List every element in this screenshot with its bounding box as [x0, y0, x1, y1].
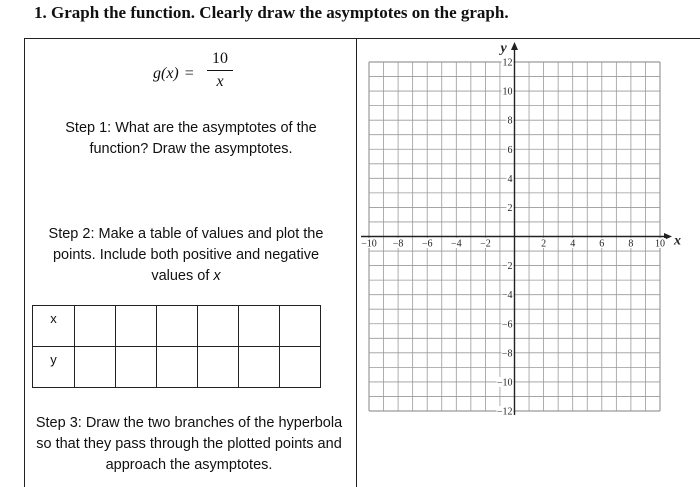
- table-cell[interactable]: [157, 347, 198, 388]
- table-cell[interactable]: [116, 347, 157, 388]
- formula-fraction: [207, 50, 233, 91]
- table-row-x: [33, 306, 321, 347]
- x-tick-label: 6: [599, 238, 605, 250]
- x-tick-label: −10: [361, 238, 377, 250]
- table-cell[interactable]: [75, 306, 116, 347]
- problem-header: [24, 0, 700, 39]
- y-tick-label: −10: [496, 377, 513, 389]
- instructions-column: [24, 38, 357, 487]
- x-tick-label: 8: [628, 238, 634, 250]
- table-cell[interactable]: [239, 306, 280, 347]
- y-tick-label: 2: [507, 202, 513, 214]
- y-tick-label: −12: [496, 406, 513, 418]
- x-tick-label: −8: [392, 238, 404, 250]
- formula-numerator: 10: [207, 50, 233, 71]
- table-cell[interactable]: [198, 306, 239, 347]
- values-table: [32, 305, 321, 388]
- x-tick-label: 4: [570, 238, 576, 250]
- table-cell[interactable]: [280, 306, 321, 347]
- x-tick-label: −6: [421, 238, 433, 250]
- table-row-label-y: y: [33, 347, 75, 388]
- table-cell[interactable]: [157, 306, 198, 347]
- problem-title: 1. Graph the function. Clearly draw the asymptotes on the graph.: [34, 3, 509, 22]
- table-cell[interactable]: [280, 347, 321, 388]
- table-cell[interactable]: [239, 347, 280, 388]
- graph-column: [356, 38, 700, 487]
- y-tick-label: 4: [507, 173, 513, 185]
- coordinate-grid[interactable]: [356, 38, 700, 487]
- formula-lhs: g(x) =: [153, 65, 194, 82]
- y-tick-label: −4: [501, 290, 513, 302]
- x-tick-label: −4: [450, 238, 462, 250]
- table-cell[interactable]: [116, 306, 157, 347]
- y-tick-label: 6: [507, 144, 513, 156]
- x-tick-label: 2: [541, 238, 547, 250]
- y-tick-label: −8: [501, 348, 513, 360]
- x-tick-label: −2: [480, 238, 491, 250]
- table-cell[interactable]: [198, 347, 239, 388]
- table-row-y: [33, 347, 321, 388]
- y-axis-arrow: [511, 42, 518, 50]
- table-cell[interactable]: [75, 347, 116, 388]
- y-tick-label: −2: [501, 261, 513, 273]
- y-axis-label: y: [500, 41, 507, 56]
- y-tick-label: 8: [507, 115, 513, 127]
- y-tick-label: 10: [502, 86, 513, 98]
- step-3-text: Step 3: Draw the two branches of the hyperbola so that they pass through the plotted points and approach the asymptotes.: [35, 415, 343, 473]
- y-tick-label: −6: [501, 319, 513, 331]
- step-1-text: Step 1: What are the asymptotes of the function? Draw the asymptotes.: [65, 120, 317, 157]
- x-axis-label: x: [674, 233, 681, 249]
- x-tick-label: 10: [655, 238, 665, 250]
- formula-denominator: x: [216, 73, 224, 90]
- table-row-label-x: x: [33, 306, 75, 347]
- y-tick-label: 12: [502, 57, 513, 69]
- step-2-text: Step 2: Make a table of values and plot the points. Include both positive and negative values of x: [48, 226, 324, 284]
